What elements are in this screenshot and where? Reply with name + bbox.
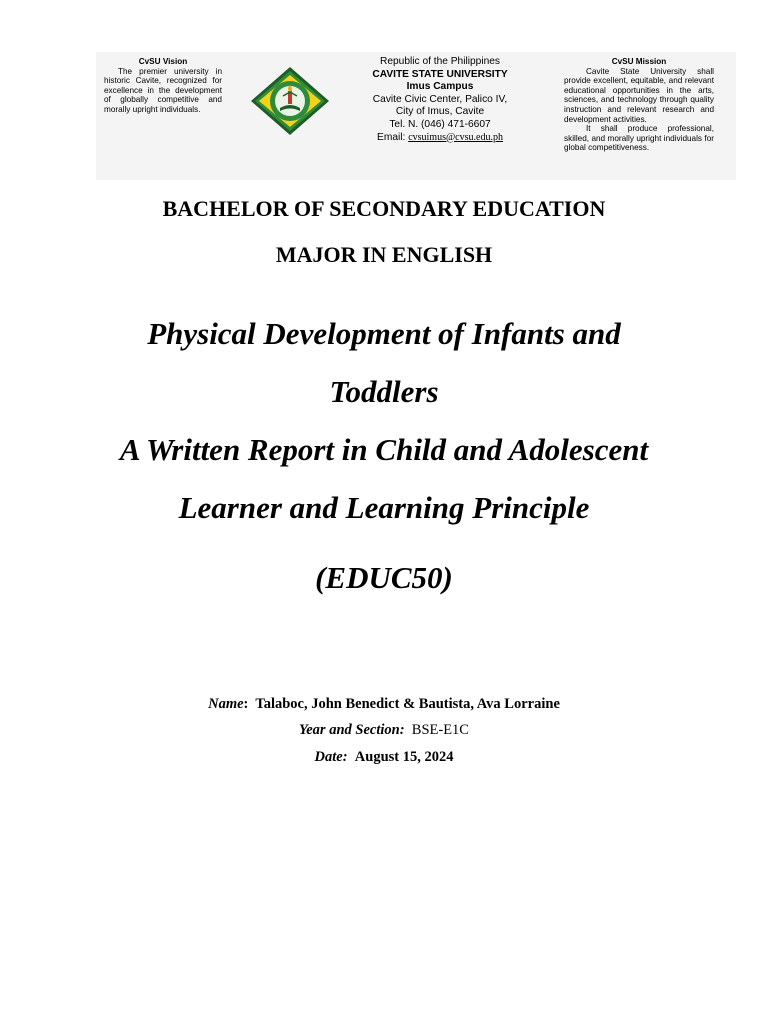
city-line: City of Imus, Cavite — [395, 106, 485, 118]
mission-heading: CvSU Mission — [611, 57, 667, 66]
email-link[interactable]: cvsuimus@cvsu.edu.ph — [408, 131, 503, 143]
program-major: MAJOR IN ENGLISH — [275, 242, 493, 267]
vision-block — [104, 57, 222, 115]
name-value: Talaboc, John Benedict & Bautista, Ava Lorraine — [255, 696, 560, 712]
university-seal-icon — [250, 66, 330, 136]
course-code: (EDUC50) — [315, 560, 453, 595]
name-label: Name — [208, 696, 244, 712]
name-row: Name: Talaboc, John Benedict & Bautista, Ava Lorraine — [208, 696, 560, 712]
university-name: CAVITE STATE UNIVERSITY — [372, 68, 508, 80]
year-section-label: Year and Section: — [299, 722, 405, 738]
email-label: Email: — [377, 131, 409, 143]
telephone: Tel. N. (046) 471-6607 — [389, 118, 491, 130]
report-title-line-2: Toddlers — [329, 374, 439, 409]
university-address — [350, 56, 530, 144]
mission-text-2: It shall produce professional, skilled, and morally upright individuals for global competitiveness. — [564, 124, 714, 153]
year-section-row — [0, 722, 768, 739]
report-title-line-1: Physical Development of Infants and — [147, 316, 621, 351]
mission-block — [564, 57, 714, 153]
letterhead — [96, 52, 736, 180]
mission-text-1: Cavite State University shall provide excellent, equitable, and relevant educational opportunities in the arts, sciences, and technology through quality instruction and relevant research and development activities. — [564, 66, 714, 124]
address-line: Cavite Civic Center, Palico IV, — [372, 93, 508, 105]
date-row — [0, 749, 768, 766]
program-title: BACHELOR OF SECONDARY EDUCATION — [162, 196, 606, 221]
campus-name: Imus Campus — [406, 81, 474, 93]
report-subtitle-line-1: A Written Report in Child and Adolescent — [119, 432, 649, 467]
vision-text: The premier university in historic Cavite, recognized for excellence in the development of globally competitive and morally upright individuals. — [104, 66, 222, 114]
report-subtitle-line-2: Learner and Learning Principle — [178, 490, 590, 525]
vision-heading: CvSU Vision — [138, 57, 188, 66]
year-section-value: BSE-E1C — [411, 722, 469, 738]
republic-line: Republic of the Philippines — [379, 56, 501, 67]
date-value: August 15, 2024 — [354, 749, 454, 765]
email-line — [350, 132, 530, 145]
date-label: Date: — [314, 749, 348, 765]
